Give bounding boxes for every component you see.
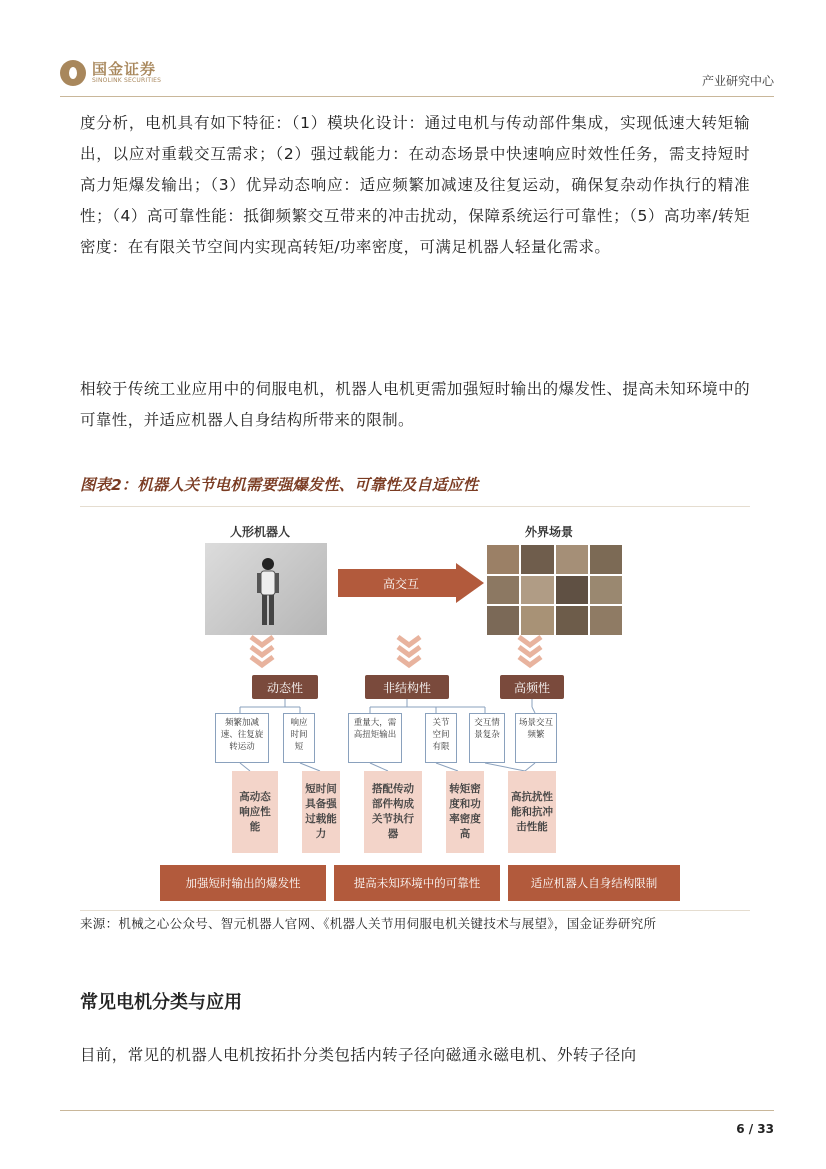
department-label: 产业研究中心 — [701, 74, 774, 88]
requirement-box: 转矩密度和功率密度高 — [446, 771, 484, 853]
requirement-box: 搭配传动部件构成关节执行器 — [364, 771, 422, 853]
arrow-label: 高交互 — [382, 576, 419, 591]
feature-box: 关节空间有限 — [425, 713, 457, 763]
body-paragraph-1: 度分析，电机具有如下特征：（1）模块化设计：通过电机与传动部件集成，实现低速大转矩输出，以应对重载交互需求；（2）强过载能力：在动态场景中快速响应时效性任务，需支持短时高力矩爆发输出；（3）优异动态响应：适应频繁加减速及往复运动，确保复杂动作执行的精准性；（4）高可靠性能：抵御频繁交互带来的冲击扰动，保障系统运行可靠性；（5）高功率/转矩密度：在有限关节空间内实现高转矩/功率密度，可满足机器人轻量化需求。 — [80, 114, 750, 256]
feature-box: 频繁加减速、往复旋转运动 — [215, 713, 269, 763]
figure-diagram — [160, 515, 680, 905]
logo-mark-icon — [60, 60, 86, 86]
logo-name-cn: 国金证券 — [92, 60, 157, 78]
page-number: 6 / 33 — [736, 1122, 774, 1136]
feature-box: 重量大，需高扭矩输出 — [348, 713, 402, 763]
feature-box: 交互情景复杂 — [469, 713, 505, 763]
robot-heading: 人形机器人 — [230, 525, 291, 539]
feature-box: 场景交互频繁 — [515, 713, 557, 763]
requirement-box: 高动态响应性能 — [232, 771, 278, 853]
logo-name-en: SINOLINK SECURITIES — [92, 77, 162, 84]
feature-box: 响应时间短 — [283, 713, 315, 763]
footer-divider — [60, 1110, 774, 1111]
figure-top-divider — [80, 506, 750, 507]
page-header — [0, 0, 826, 100]
requirement-box: 高抗扰性能和抗冲击性能 — [508, 771, 556, 853]
body-paragraph-2: 相较于传统工业应用中的伺服电机，机器人电机更需加强短时输出的爆发性、提高未知环境中的可靠性，并适应机器人自身结构所带来的限制。 — [80, 380, 750, 429]
figure-bottom-divider — [80, 910, 750, 911]
outcome-burst: 加强短时输出的爆发性 — [160, 865, 326, 901]
outcome-adaptability: 适应机器人自身结构限制 — [508, 865, 680, 901]
category-unstructured: 非结构性 — [365, 675, 449, 699]
header-divider — [60, 96, 774, 97]
section-paragraph: 目前，常见的机器人电机按拓扑分类包括内转子径向磁通永磁电机、外转子径向 — [80, 1046, 637, 1064]
requirement-box: 短时间具备强过载能力 — [302, 771, 340, 853]
section-title: 常见电机分类与应用 — [80, 992, 242, 1013]
company-logo — [60, 60, 161, 86]
category-dynamic: 动态性 — [252, 675, 318, 699]
category-high-frequency: 高频性 — [500, 675, 564, 699]
scene-heading: 外界场景 — [525, 525, 574, 539]
figure-source: 来源：机械之心公众号、智元机器人官网、《机器人关节用伺服电机关键技术与展望》，国金证券研究所 — [80, 916, 657, 931]
figure-title: 图表2：机器人关节电机需要强爆发性、可靠性及自适应性 — [80, 476, 479, 494]
outcome-reliability: 提高未知环境中的可靠性 — [334, 865, 500, 901]
